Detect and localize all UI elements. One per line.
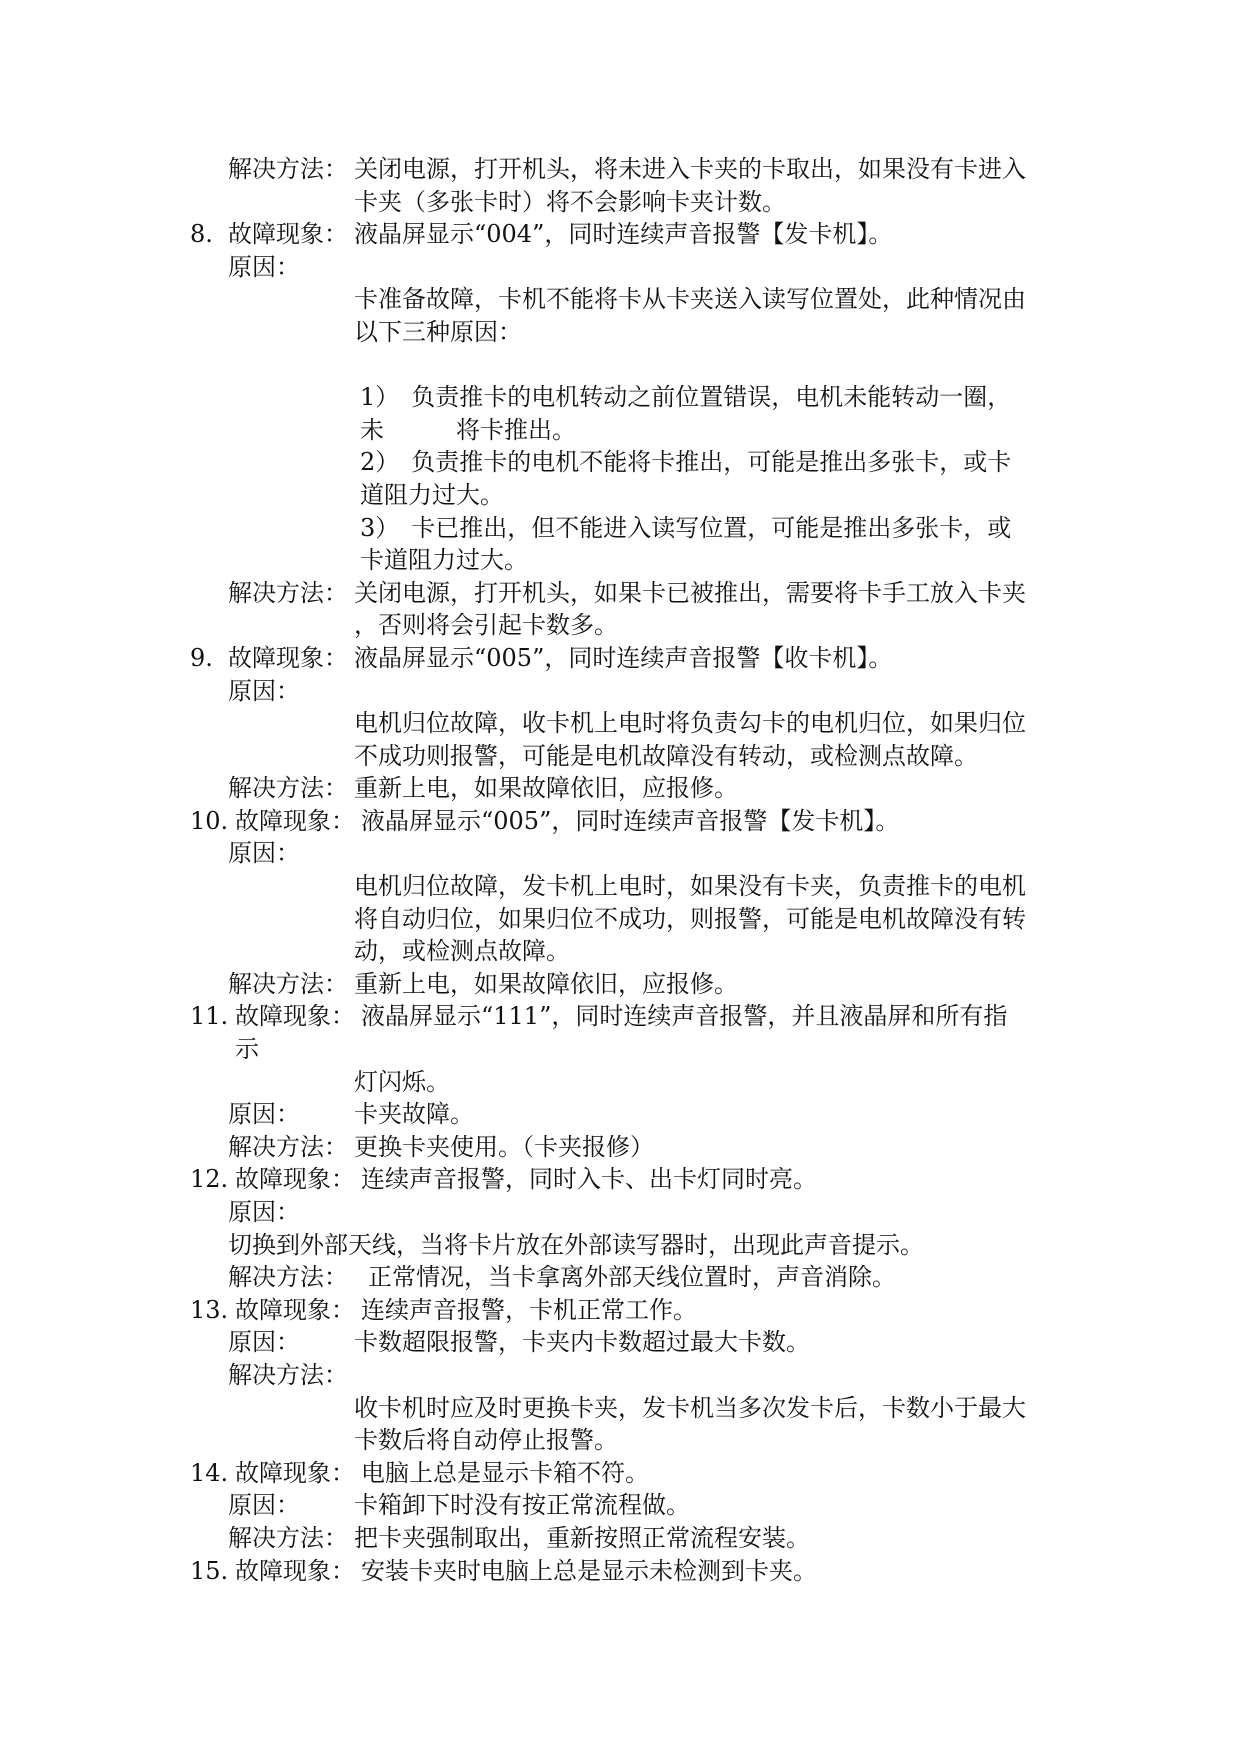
line-text: 连续声音报警，卡机正常工作。 (361, 1295, 697, 1324)
document-line (0, 544, 1241, 577)
item-number: 12. (190, 1165, 229, 1194)
document-line (0, 153, 1241, 186)
line-text: 液晶屏显示“111”，同时连续声音报警，并且液晶屏和所有指 (361, 1002, 1008, 1031)
fault-item-heading (0, 218, 1241, 251)
field-label: 原因： (228, 1491, 300, 1520)
fault-item-heading (0, 1457, 1241, 1490)
line-text: 收卡机时应及时更换卡夹，发卡机当多次发卡后，卡数小于最大 (354, 1393, 1026, 1422)
line-text: 电机归位故障，收卡机上电时将负责勾卡的电机归位，如果归位 (354, 709, 1026, 738)
fault-item-heading (0, 1000, 1241, 1033)
document-line (0, 935, 1241, 968)
line-text: 未 将卡推出。 (360, 415, 576, 444)
line-text: 重新上电，如果故障依旧，应报修。 (354, 774, 738, 803)
field-label: 解决方法： (228, 155, 348, 183)
line-text: 液晶屏显示“004”，同时连续声音报警【发卡机】。 (354, 220, 893, 249)
line-text: 切换到外部天线，当将卡片放在外部读写器时，出现此声音提示。 (228, 1230, 924, 1259)
document-line (0, 446, 1241, 479)
document-line (0, 1392, 1241, 1425)
line-text: 安装卡夹时电脑上总是显示未检测到卡夹。 (361, 1556, 817, 1585)
field-label: 原因： (228, 252, 300, 281)
line-text: 道阻力过大。 (360, 480, 504, 509)
line-text: ，否则将会引起卡数多。 (354, 611, 618, 640)
item-number: 10. (190, 806, 229, 835)
document-line (0, 837, 1241, 870)
document-line (0, 1196, 1241, 1229)
line-text: 卡准备故障，卡机不能将卡从卡夹送入读写位置处，此种情况由 (354, 285, 1026, 314)
line-text: 将自动归位，如果归位不成功，则报警，可能是电机故障没有转 (354, 904, 1026, 933)
line-text: 关闭电源，打开机头，如果卡已被推出，需要将卡手工放入卡夹 (354, 578, 1026, 607)
line-text: 电机归位故障，发卡机上电时，如果没有卡夹，负责推卡的电机 (354, 872, 1026, 901)
document-line (0, 479, 1241, 512)
document-line (0, 1131, 1241, 1164)
item-number: 14. (190, 1458, 229, 1487)
document-line (0, 1424, 1241, 1457)
field-label: 解决方法： (228, 1263, 348, 1292)
document-page (0, 153, 1241, 1587)
field-label: 解决方法： (228, 1360, 348, 1389)
line-text: 灯闪烁。 (354, 1067, 450, 1096)
item-number: 13. (190, 1295, 229, 1324)
line-text: 卡数后将自动停止报警。 (354, 1426, 618, 1455)
field-label: 故障现象： (235, 1295, 355, 1324)
field-label: 原因： (228, 1100, 300, 1129)
document-line (0, 772, 1241, 805)
document-line (0, 707, 1241, 740)
line-text: 电脑上总是显示卡箱不符。 (361, 1458, 649, 1487)
line-text: 2） 负责推卡的电机不能将卡推出，可能是推出多张卡，或卡 (360, 448, 1012, 477)
line-text: 重新上电，如果故障依旧，应报修。 (354, 969, 738, 998)
fault-item-heading (0, 1163, 1241, 1196)
field-label: 故障现象： (228, 643, 348, 672)
document-line (0, 251, 1241, 284)
line-text: 卡箱卸下时没有按正常流程做。 (354, 1491, 690, 1520)
field-label: 故障现象： (235, 1556, 355, 1585)
line-text: 不成功则报警，可能是电机故障没有转动，或检测点故障。 (354, 741, 978, 770)
fault-item-heading (0, 1555, 1241, 1588)
field-label: 原因： (228, 1328, 300, 1357)
document-line (0, 968, 1241, 1001)
field-label: 原因： (228, 1198, 300, 1226)
document-line (0, 1522, 1241, 1555)
document-line (0, 1066, 1241, 1099)
line-text: 动，或检测点故障。 (354, 937, 570, 966)
field-label: 原因： (228, 839, 300, 868)
line-text: 液晶屏显示“005”，同时连续声音报警【发卡机】。 (361, 806, 900, 835)
line-text: 更换卡夹使用。（卡夹报修） (354, 1132, 654, 1161)
document-line (0, 381, 1241, 414)
field-label: 故障现象： (235, 806, 355, 835)
document-line (0, 609, 1241, 642)
document-line (0, 740, 1241, 773)
document-line (0, 1261, 1241, 1294)
document-line (0, 414, 1241, 447)
document-line (0, 1033, 1241, 1066)
fault-item-heading (0, 642, 1241, 675)
document-line (0, 316, 1241, 349)
field-label: 故障现象： (235, 1458, 355, 1487)
document-line (0, 1098, 1241, 1131)
document-line (0, 283, 1241, 316)
line-text: 液晶屏显示“005”，同时连续声音报警【收卡机】。 (354, 643, 893, 672)
line-text: 把卡夹强制取出，重新按照正常流程安装。 (354, 1523, 810, 1552)
field-label: 解决方法： (228, 969, 348, 998)
item-number: 8. (190, 220, 213, 249)
document-line (0, 186, 1241, 219)
fault-item-heading (0, 1294, 1241, 1327)
document-line (0, 903, 1241, 936)
line-text: 3） 卡已推出，但不能进入读写位置，可能是推出多张卡，或 (360, 513, 1012, 542)
item-number: 11. (190, 1002, 229, 1031)
field-label: 原因： (228, 676, 300, 705)
field-label: 解决方法： (228, 1132, 348, 1161)
line-text: 正常情况，当卡拿离外部天线位置时，声音消除。 (368, 1263, 896, 1292)
line-text: 连续声音报警，同时入卡、出卡灯同时亮。 (361, 1165, 817, 1194)
document-line (0, 675, 1241, 708)
line-text: 以下三种原因： (354, 317, 522, 346)
item-number: 9. (190, 643, 213, 672)
document-line (0, 512, 1241, 545)
field-label: 解决方法： (228, 774, 348, 803)
line-text: 关闭电源，打开机头，将未进入卡夹的卡取出，如果没有卡进入 (354, 155, 1026, 183)
line-text: 卡夹（多张卡时）将不会影响卡夹计数。 (354, 187, 786, 216)
field-label: 解决方法： (228, 1523, 348, 1552)
document-line (0, 1229, 1241, 1262)
line-text: 卡道阻力过大。 (360, 546, 528, 575)
line-text: 1） 负责推卡的电机转动之前位置错误，电机未能转动一圈， (360, 383, 1012, 412)
item-number: 15. (190, 1556, 229, 1585)
fault-item-heading (0, 805, 1241, 838)
document-line (0, 870, 1241, 903)
line-text: 示 (235, 1035, 259, 1064)
document-line (0, 577, 1241, 610)
document-line (0, 1359, 1241, 1392)
line-text: 卡数超限报警，卡夹内卡数超过最大卡数。 (354, 1328, 810, 1357)
field-label: 故障现象： (235, 1002, 355, 1031)
line-text: 卡夹故障。 (354, 1100, 474, 1129)
field-label: 解决方法： (228, 578, 348, 607)
field-label: 故障现象： (235, 1165, 355, 1194)
document-line (0, 1489, 1241, 1522)
document-line (0, 1326, 1241, 1359)
field-label: 故障现象： (228, 220, 348, 249)
